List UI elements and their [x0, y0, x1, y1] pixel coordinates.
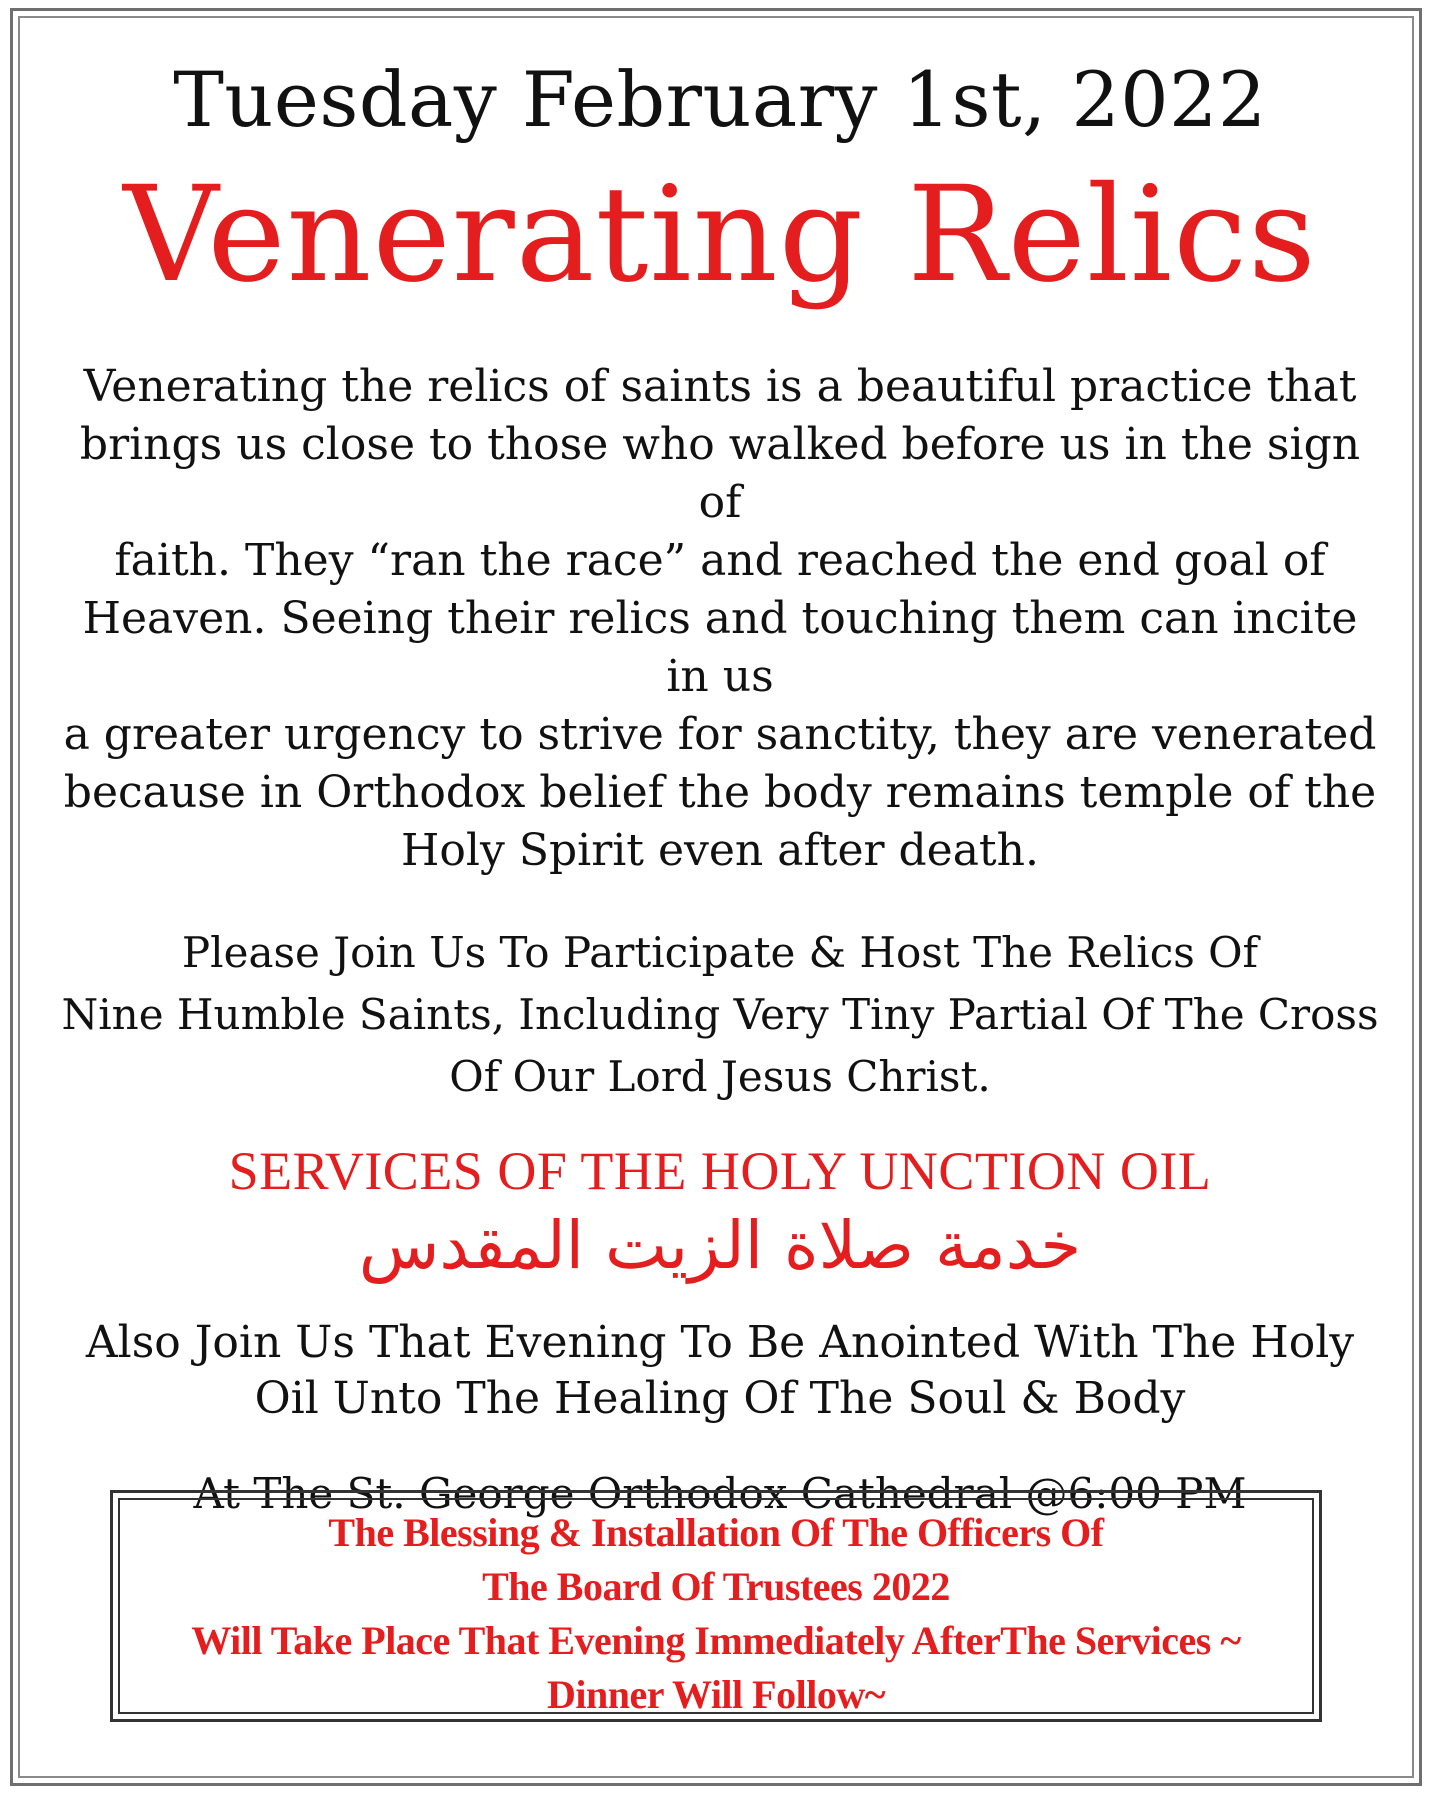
board-line: The Board Of Trustees 2022 [482, 1564, 950, 1609]
board-line: Dinner Will Follow~ [546, 1672, 886, 1717]
board-line: Will Take Place That Evening Immediately AfterThe Services ~ [191, 1618, 1241, 1663]
intro-line: brings us close to those who walked before us in the sign of [79, 419, 1361, 529]
intro-line: Holy Spirit even after death. [401, 825, 1039, 877]
services-heading: SERVICES OF THE HOLY UNCTION OIL [228, 1141, 1212, 1202]
anointing-paragraph [60, 1315, 1380, 1427]
anointing-line: Oil Unto The Healing Of The Soul & Body [254, 1372, 1186, 1424]
intro-paragraph [60, 358, 1380, 880]
board-notice [118, 1498, 1314, 1717]
board-line: The Blessing & Installation Of The Officers Of [328, 1510, 1104, 1555]
intro-line: Heaven. Seeing their relics and touching them can incite in us [82, 593, 1358, 703]
event-date: Tuesday February 1st, 2022 [173, 55, 1267, 144]
flyer-content [40, 40, 1400, 1519]
intro-line: faith. They “ran the race” and reached the end goal of [114, 535, 1326, 587]
invite-line: Please Join Us To Participate & Host The Relics Of [181, 928, 1259, 978]
services-heading-arabic: خدمة صلاة الزيت المقدس [358, 1206, 1082, 1284]
invite-line: Of Our Lord Jesus Christ. [449, 1052, 991, 1102]
board-notice-box [110, 1490, 1322, 1722]
event-location: At The St. George Orthodox Cathedral @6:00 PM [193, 1468, 1247, 1518]
invite-line: Nine Humble Saints, Including Very Tiny Partial Of The Cross [61, 990, 1379, 1040]
anointing-line: Also Join Us That Evening To Be Anointed With The Holy [85, 1316, 1355, 1368]
intro-line: because in Orthodox belief the body remains temple of the [63, 767, 1377, 819]
invite-paragraph [60, 922, 1380, 1108]
intro-line: Venerating the relics of saints is a beautiful practice that [83, 361, 1357, 413]
flyer-title: Venerating Relics [123, 157, 1317, 312]
intro-line: a greater urgency to strive for sanctity, they are venerated [63, 709, 1377, 761]
